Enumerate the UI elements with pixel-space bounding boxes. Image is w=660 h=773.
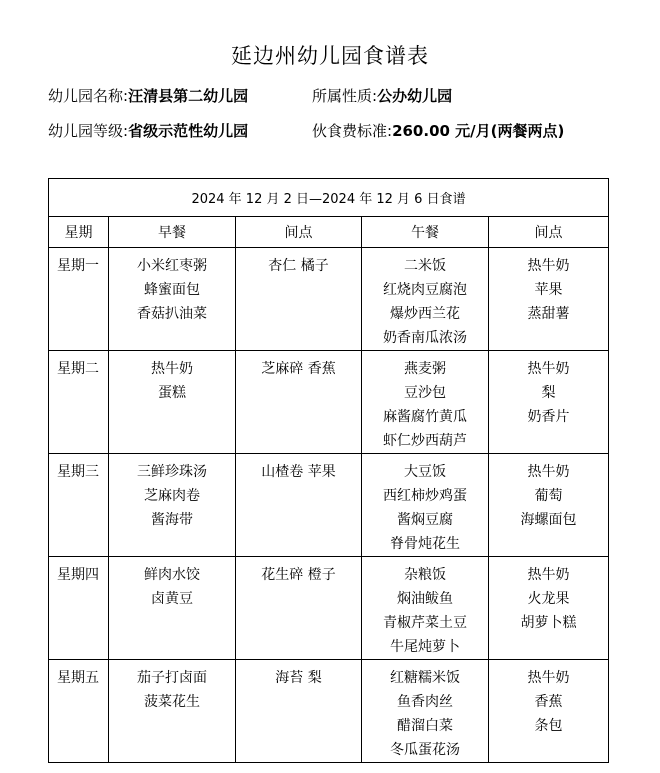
menu-item: 虾仁炒西葫芦 [383, 433, 467, 449]
kindergarten-name [48, 86, 248, 106]
table-row [49, 351, 609, 454]
menu-item: 大豆饭 [404, 464, 446, 480]
menu-table [48, 178, 609, 763]
menu-item: 奶香南瓜浓汤 [383, 330, 467, 346]
fee-value: 260.00 元/月(两餐两点) [392, 122, 565, 140]
menu-item: 脊骨炖花生 [390, 536, 460, 552]
menu-item: 青椒芹菜土豆 [383, 615, 467, 631]
table-row [49, 454, 609, 557]
menu-item: 焖油鲅鱼 [397, 591, 453, 607]
week-title-row [49, 179, 609, 217]
menu-item: 爆炒西兰花 [390, 306, 460, 322]
menu-item: 红烧肉豆腐泡 [383, 282, 467, 298]
header-day: 星期 [49, 217, 109, 248]
breakfast-cell [109, 660, 236, 763]
menu-item: 热牛奶 [527, 464, 570, 480]
menu-item: 香菇扒油菜 [137, 306, 207, 322]
grade-label: 幼儿园等级: [48, 122, 129, 140]
week-title: 2024 年 12 月 2 日—2024 年 12 月 6 日食谱 [49, 179, 609, 217]
snack-pm-cell [489, 454, 609, 557]
menu-item: 茄子打卤面 [137, 670, 207, 686]
menu-item: 卤黄豆 [151, 591, 193, 607]
day-cell: 星期二 [49, 351, 109, 454]
menu-item: 豆沙包 [404, 385, 446, 401]
menu-item: 鲜肉水饺 [144, 567, 200, 583]
menu-item: 杂粮饭 [404, 567, 446, 583]
menu-item: 西红柿炒鸡蛋 [383, 488, 467, 504]
page-title: 延边州幼儿园食谱表 [231, 44, 429, 68]
table-row [49, 660, 609, 763]
menu-item: 酱焖豆腐 [397, 512, 453, 528]
header-snack-am: 间点 [236, 217, 362, 248]
lunch-cell [362, 248, 489, 351]
table-row [49, 557, 609, 660]
header-row [49, 217, 609, 248]
menu-item: 热牛奶 [527, 567, 570, 583]
meal-fee [312, 121, 564, 141]
menu-item: 二米饭 [404, 258, 446, 274]
menu-item: 热牛奶 [151, 361, 193, 377]
menu-item: 奶香片 [527, 409, 570, 425]
menu-item: 蒸甜薯 [527, 306, 570, 322]
nature-value: 公办幼儿园 [377, 87, 453, 105]
menu-item: 牛尾炖萝卜 [390, 639, 460, 655]
menu-item: 热牛奶 [527, 258, 570, 274]
day-cell: 星期五 [49, 660, 109, 763]
menu-item: 鱼香肉丝 [397, 694, 453, 710]
snack-am-cell: 杏仁 橘子 [236, 248, 362, 351]
name-label: 幼儿园名称: [48, 87, 129, 105]
snack-am-cell: 海苔 梨 [236, 660, 362, 763]
day-cell: 星期三 [49, 454, 109, 557]
menu-item: 热牛奶 [527, 670, 570, 686]
menu-item: 小米红枣粥 [137, 258, 207, 274]
menu-item: 胡萝卜糕 [520, 615, 577, 631]
menu-item: 梨 [541, 385, 556, 401]
name-value: 汪清县第二幼儿园 [128, 87, 249, 105]
menu-item: 海螺面包 [520, 512, 577, 528]
menu-item: 三鲜珍珠汤 [137, 464, 207, 480]
menu-item: 蜂蜜面包 [144, 282, 200, 298]
lunch-cell [362, 660, 489, 763]
snack-pm-cell [489, 660, 609, 763]
kindergarten-grade [48, 121, 248, 141]
snack-am-cell: 芝麻碎 香蕉 [236, 351, 362, 454]
menu-item: 燕麦粥 [404, 361, 446, 377]
menu-item: 酱海带 [151, 512, 193, 528]
snack-pm-cell [489, 248, 609, 351]
header-lunch: 午餐 [362, 217, 489, 248]
breakfast-cell [109, 454, 236, 557]
menu-item: 香蕉 [534, 694, 563, 710]
day-cell: 星期一 [49, 248, 109, 351]
snack-pm-cell [489, 557, 609, 660]
header-breakfast: 早餐 [109, 217, 236, 248]
menu-item: 热牛奶 [527, 361, 570, 377]
snack-pm-cell [489, 351, 609, 454]
menu-item: 蛋糕 [158, 385, 186, 401]
grade-value: 省级示范性幼儿园 [128, 122, 249, 140]
menu-item: 葡萄 [534, 488, 563, 504]
header-snack-pm: 间点 [489, 217, 609, 248]
menu-item: 麻酱腐竹黄瓜 [383, 409, 467, 425]
menu-item: 苹果 [534, 282, 563, 298]
lunch-cell [362, 557, 489, 660]
breakfast-cell [109, 557, 236, 660]
breakfast-cell [109, 248, 236, 351]
menu-item: 醋溜白菜 [397, 718, 453, 734]
day-cell: 星期四 [49, 557, 109, 660]
fee-label: 伙食费标准: [312, 122, 393, 140]
snack-am-cell: 山楂卷 苹果 [236, 454, 362, 557]
menu-item: 菠菜花生 [144, 694, 200, 710]
menu-item: 芝麻肉卷 [144, 488, 200, 504]
menu-item: 火龙果 [527, 591, 570, 607]
menu-item: 红糖糯米饭 [390, 670, 460, 686]
table-row [49, 248, 609, 351]
kindergarten-nature [312, 86, 452, 106]
snack-am-cell: 花生碎 橙子 [236, 557, 362, 660]
nature-label: 所属性质: [312, 87, 378, 105]
lunch-cell [362, 351, 489, 454]
menu-item: 条包 [534, 718, 563, 734]
breakfast-cell [109, 351, 236, 454]
menu-item: 冬瓜蛋花汤 [390, 742, 460, 758]
lunch-cell [362, 454, 489, 557]
